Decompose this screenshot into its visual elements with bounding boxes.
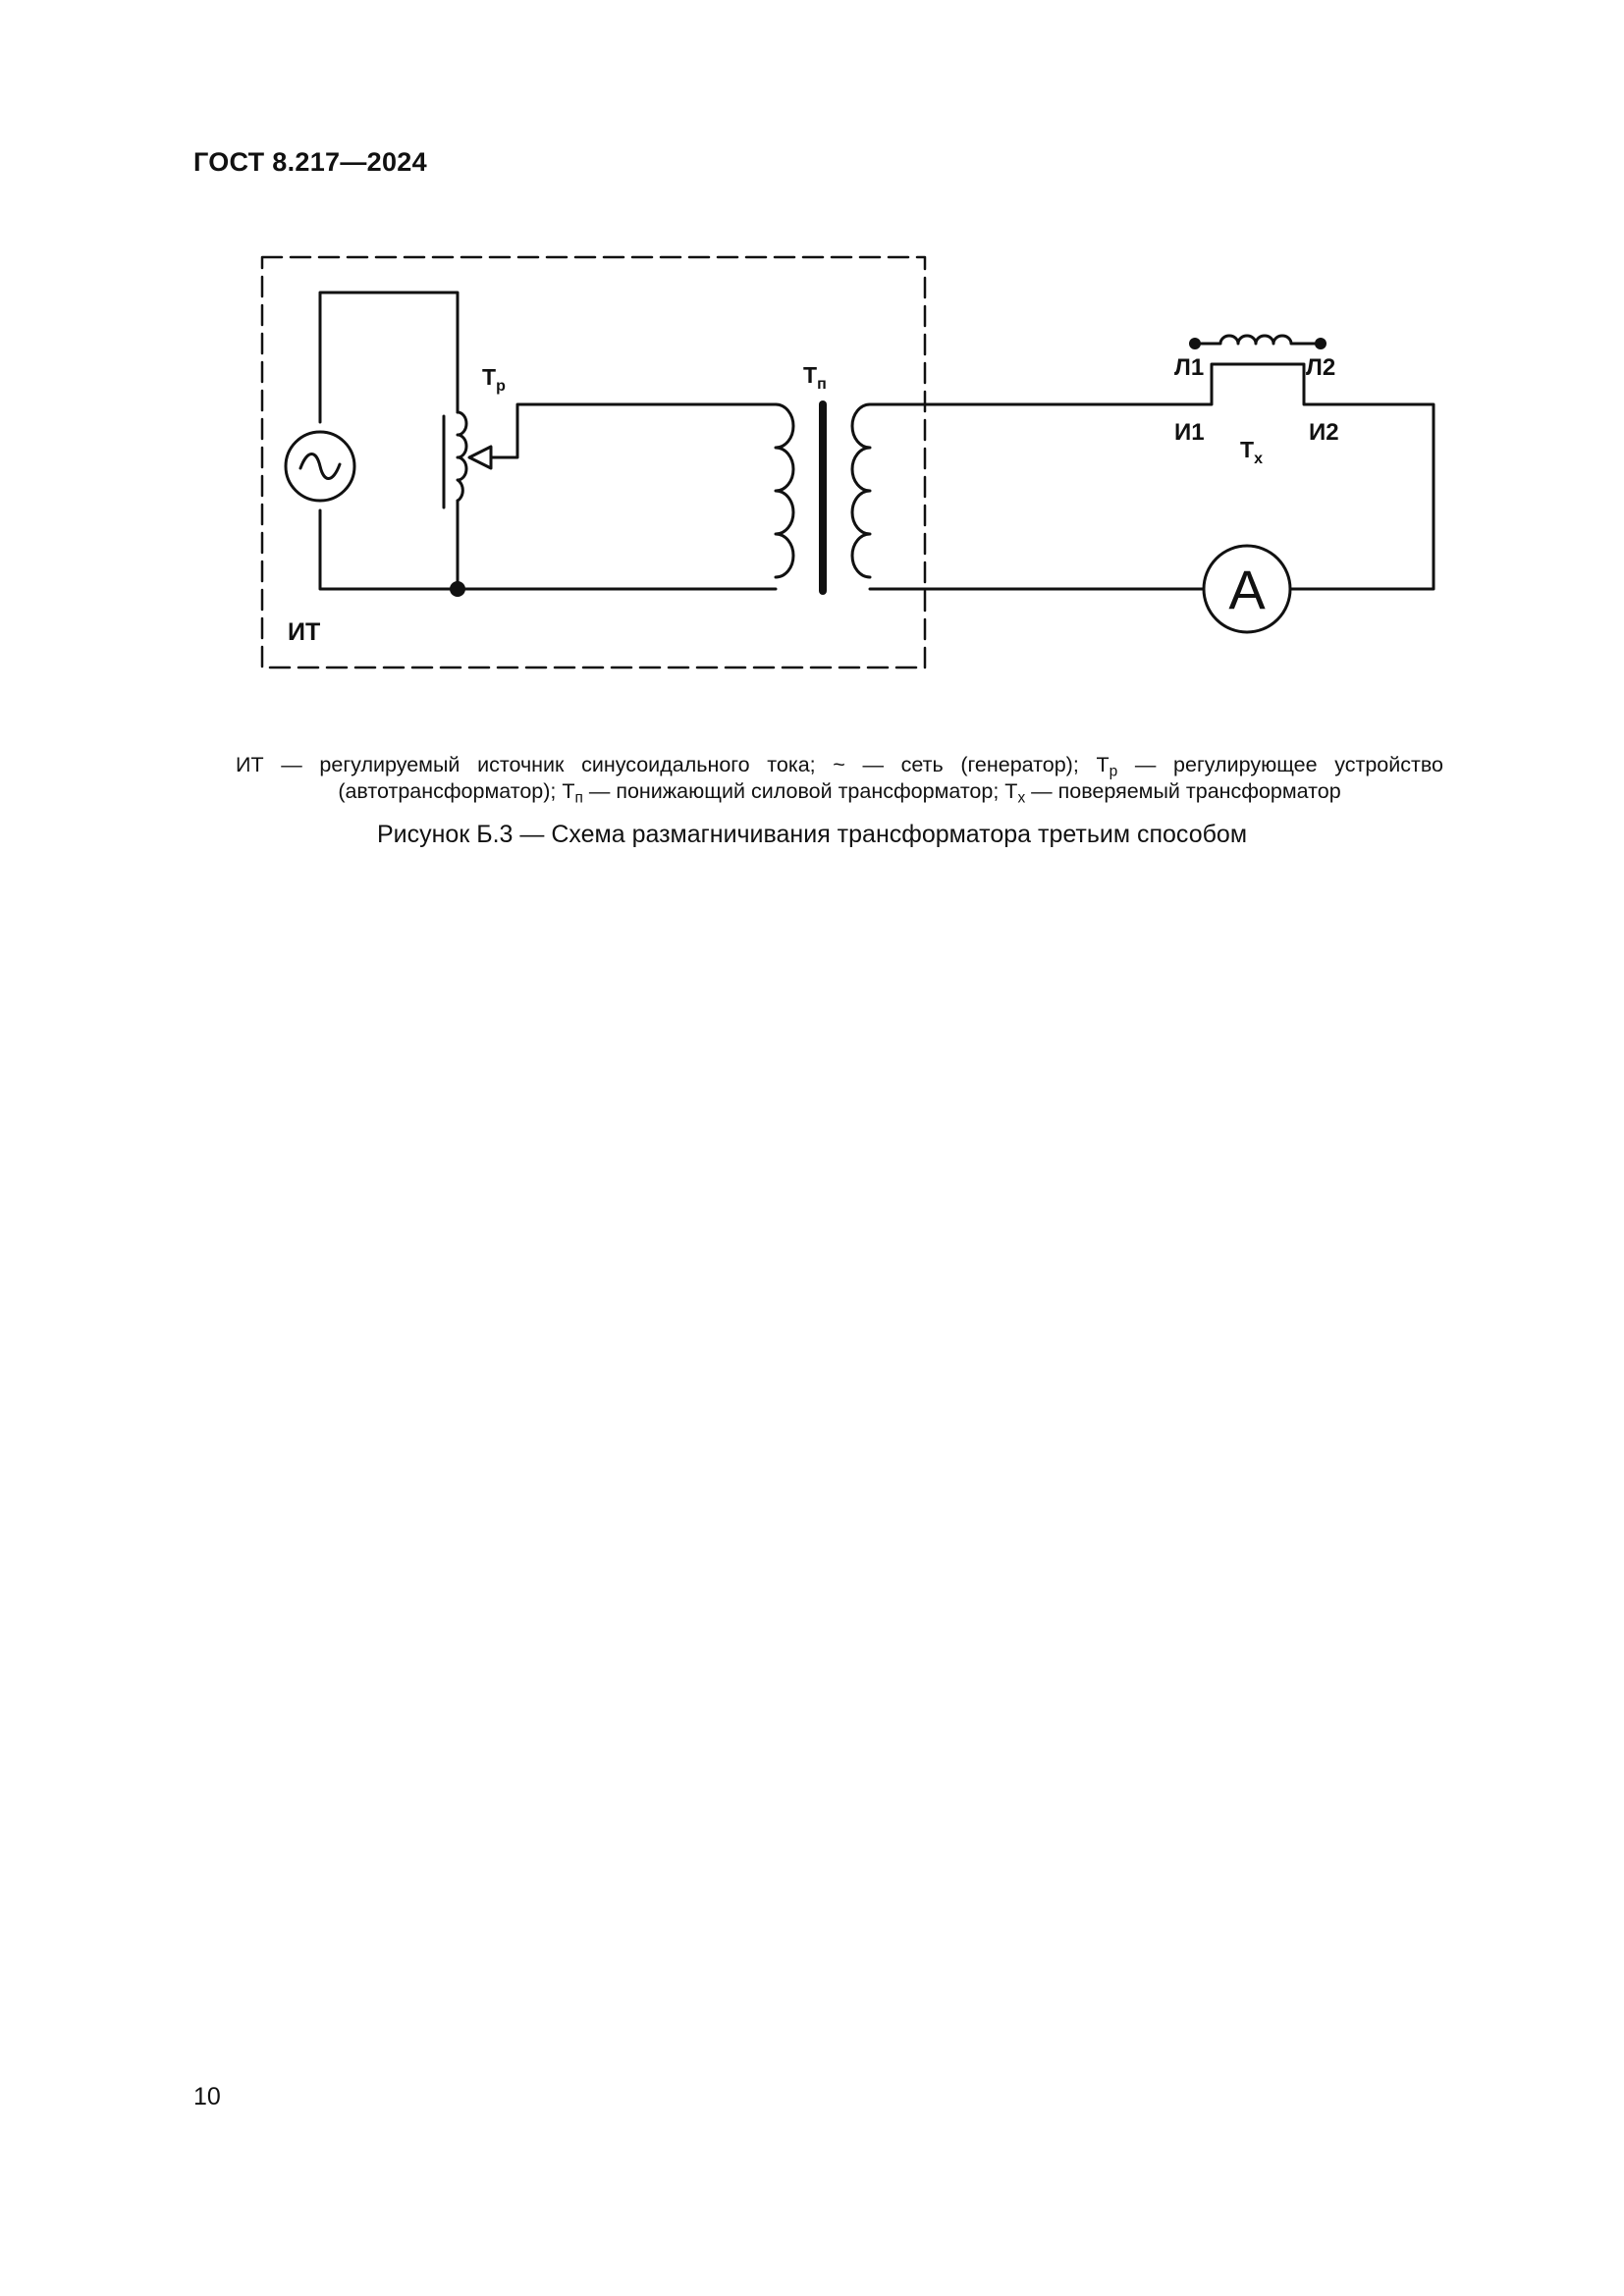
l1-label: Л1	[1174, 354, 1205, 381]
it-label: ИТ	[288, 618, 321, 646]
page-number: 10	[193, 2083, 221, 2110]
autotransformer-coil	[458, 412, 466, 501]
ammeter-label: A	[1228, 559, 1266, 620]
stepdown-secondary-coil	[852, 404, 870, 577]
figure-legend: ИТ — регулируемый источник синусоидального тока; ~ — сеть (генератор); $Т_р$ — регулирующее устройство (автотрансформатор); $Т_п$ — понижающий силовой трансформатор; $Т_х$ — поверяемый трансформатор	[236, 753, 1443, 807]
generator-return-wire	[320, 501, 458, 589]
terminal-dot-l1	[1189, 338, 1201, 349]
demagnetization-circuit-diagram	[0, 0, 1624, 707]
figure-caption: Рисунок Б.3 — Схема размагничивания трансформатора третьим способом	[376, 821, 1248, 848]
sine-icon	[300, 454, 340, 478]
tr-label: $Т_р$	[482, 364, 506, 395]
junction-dot	[450, 581, 465, 597]
i2-label: И2	[1309, 419, 1339, 446]
stepdown-primary-coil	[776, 404, 793, 577]
i1-label: И1	[1174, 419, 1205, 446]
secondary-top-wire	[870, 364, 1434, 589]
tp-label: $Т_п$	[803, 362, 827, 393]
generator-wire	[320, 293, 458, 422]
document-header: ГОСТ 8.217—2024	[193, 147, 427, 177]
slider-arrow-icon	[469, 447, 491, 468]
tx-label: $Т_х$	[1240, 437, 1263, 467]
l2-label: Л2	[1306, 354, 1336, 381]
slider-wire	[491, 404, 776, 457]
terminal-dot-l2	[1315, 338, 1326, 349]
test-transformer-winding	[1195, 336, 1321, 344]
